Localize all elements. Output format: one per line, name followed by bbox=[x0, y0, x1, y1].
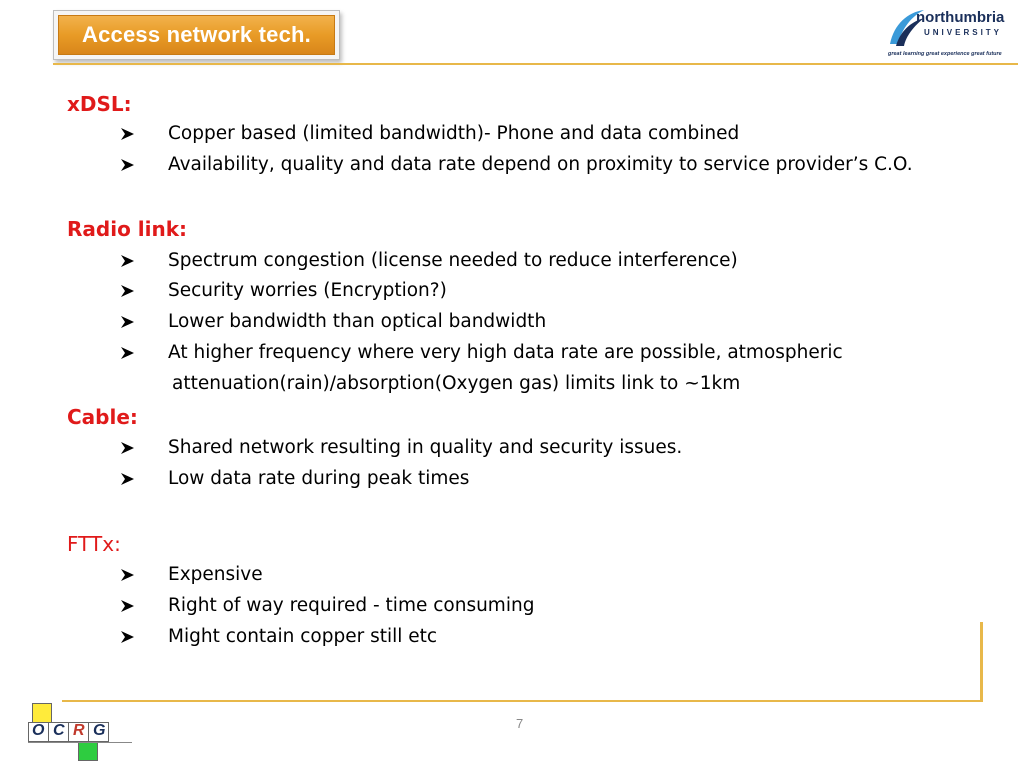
heading-cable: Cable: bbox=[67, 405, 138, 429]
bullet-text: Might contain copper still etc bbox=[168, 626, 438, 647]
heading-xdsl: xDSL: bbox=[67, 92, 132, 116]
northumbria-subtitle: UNIVERSITY bbox=[924, 28, 1003, 37]
bullet-text: Shared network resulting in quality and security issues. bbox=[168, 437, 683, 458]
slide-title: Access network tech. bbox=[58, 15, 335, 55]
ocrg-letter: C bbox=[53, 722, 65, 739]
arrow-bullet-icon bbox=[119, 626, 141, 648]
northumbria-tagline: great learning great experience great future bbox=[888, 51, 1002, 57]
arrow-bullet-icon bbox=[119, 123, 141, 145]
bullet-continuation: attenuation(rain)/absorption(Oxygen gas) limits link to ~1km bbox=[172, 373, 741, 394]
arrow-bullet-icon bbox=[119, 468, 141, 490]
bullet-text: Lower bandwidth than optical bandwidth bbox=[168, 311, 547, 332]
arrow-bullet-icon bbox=[119, 437, 141, 459]
bottom-rule bbox=[62, 700, 983, 702]
page-number: 7 bbox=[516, 716, 524, 731]
ocrg-logo bbox=[28, 703, 132, 761]
ocrg-green-square bbox=[78, 741, 98, 761]
bullet-text: Availability, quality and data rate depend on proximity to service provider’s C.O. bbox=[168, 154, 913, 175]
bullet-text: Right of way required - time consuming bbox=[168, 595, 535, 616]
arrow-bullet-icon bbox=[119, 342, 141, 364]
northumbria-name: northumbria bbox=[916, 9, 1005, 26]
ocrg-letter: R bbox=[73, 722, 85, 739]
bullet-text: Spectrum congestion (license needed to reduce interference) bbox=[168, 250, 738, 271]
arrow-bullet-icon bbox=[119, 250, 141, 272]
ocrg-underline bbox=[28, 742, 132, 743]
heading-radio-link: Radio link: bbox=[67, 217, 188, 241]
ocrg-letter: G bbox=[93, 722, 106, 739]
bottom-right-rule-vertical bbox=[980, 622, 983, 702]
bullet-text: Expensive bbox=[168, 564, 263, 585]
ocrg-yellow-square bbox=[32, 703, 52, 723]
bullet-text: Copper based (limited bandwidth)- Phone and data combined bbox=[168, 123, 740, 144]
arrow-bullet-icon bbox=[119, 564, 141, 586]
bullet-text: Low data rate during peak times bbox=[168, 468, 470, 489]
bullet-text: At higher frequency where very high data rate are possible, atmospheric bbox=[168, 342, 843, 363]
heading-fttx: FTTx: bbox=[67, 532, 121, 556]
arrow-bullet-icon bbox=[119, 311, 141, 333]
arrow-bullet-icon bbox=[119, 280, 141, 302]
arrow-bullet-icon bbox=[119, 595, 141, 617]
arrow-bullet-icon bbox=[119, 154, 141, 176]
ocrg-letter: O bbox=[32, 722, 45, 739]
bullet-text: Security worries (Encryption?) bbox=[168, 280, 447, 301]
